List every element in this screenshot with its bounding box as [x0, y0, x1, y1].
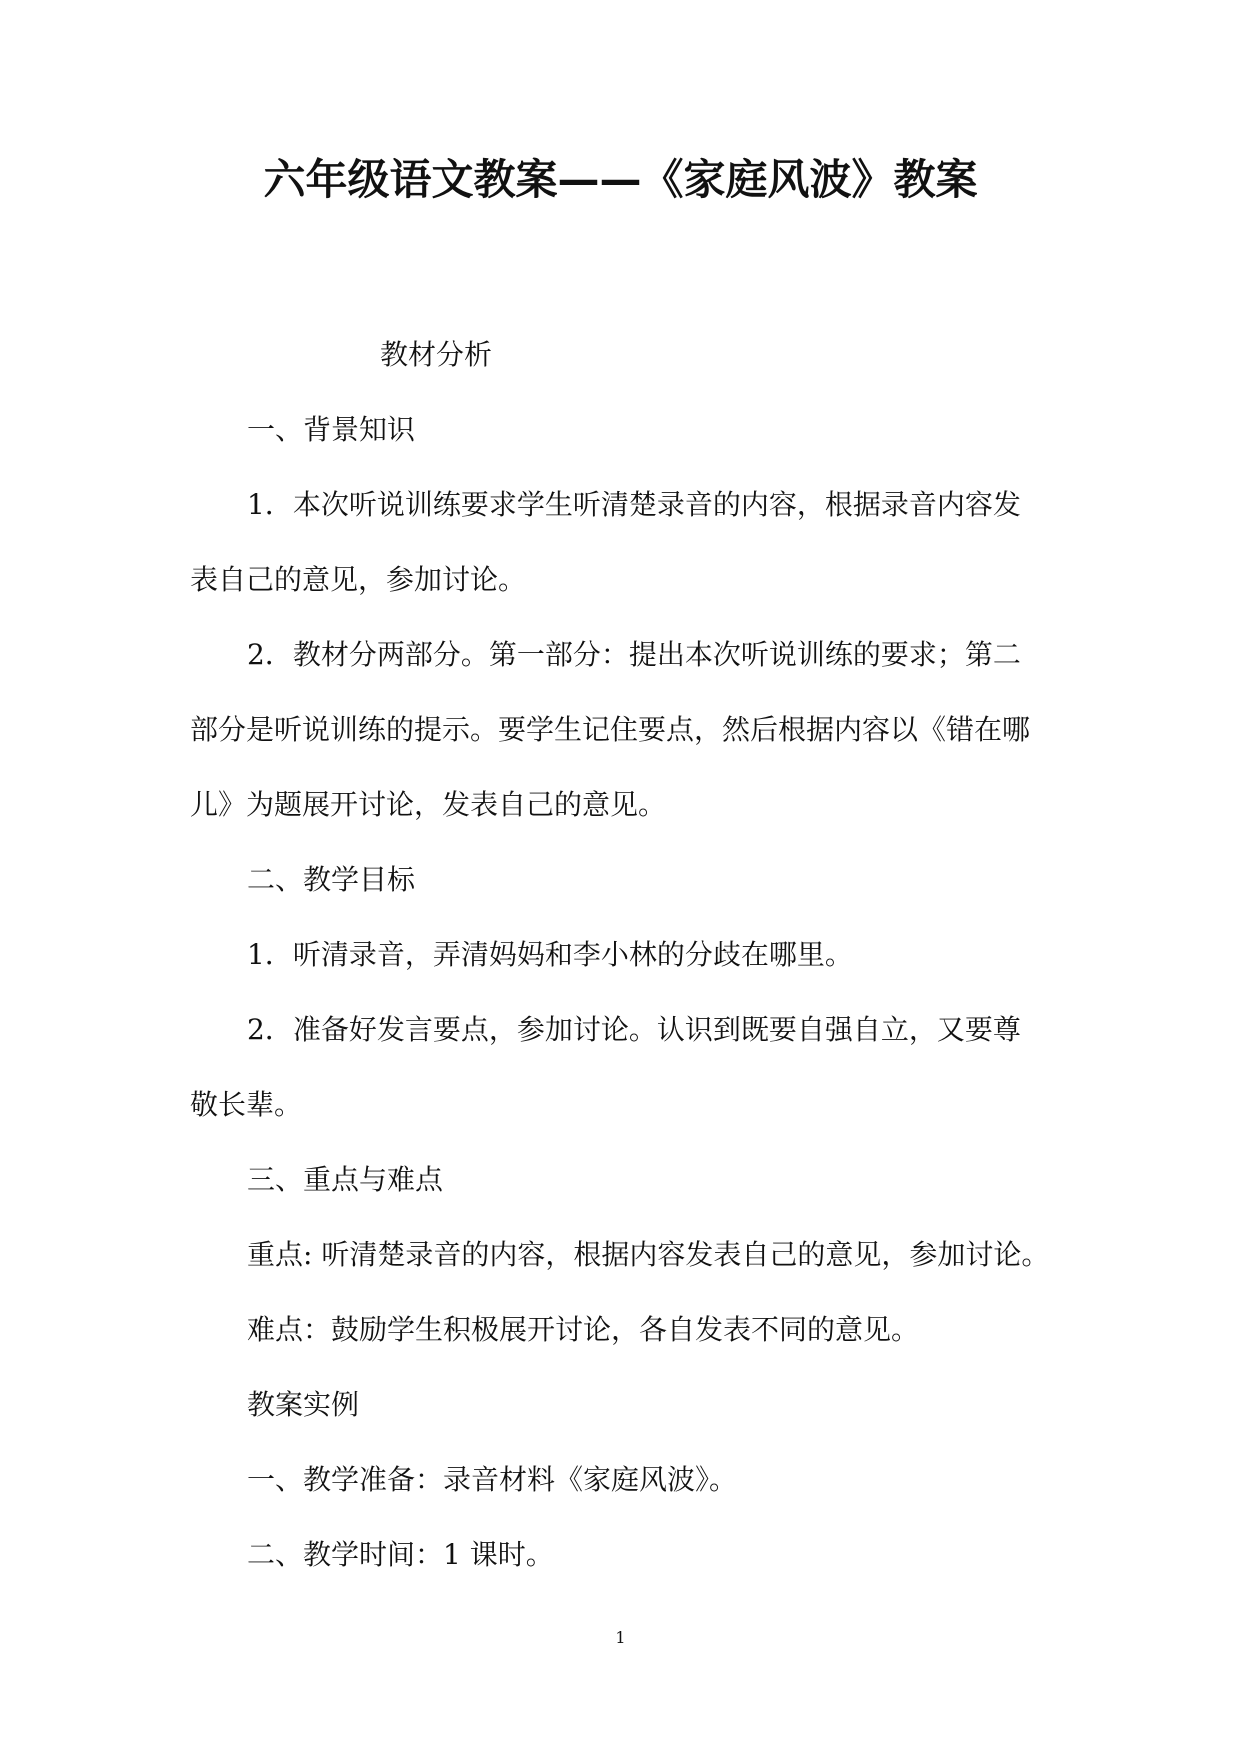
- paragraph-line: 部分是听说训练的提示。要学生记住要点，然后根据内容以《错在哪: [190, 713, 1031, 746]
- paragraph-line: 1．听清录音，弄清妈妈和李小林的分歧在哪里。: [247, 938, 853, 971]
- page-number: 1: [615, 1628, 626, 1647]
- paragraph-line: 2．教材分两部分。第一部分：提出本次听说训练的要求；第二: [247, 638, 1021, 671]
- heading-teaching-goals: 二、教学目标: [247, 863, 416, 896]
- paragraph-line: 敬长辈。: [190, 1088, 303, 1121]
- paragraph-line: 重点: 听清楚录音的内容，根据内容发表自己的意见，参加讨论。: [247, 1238, 1050, 1271]
- section-heading-material-analysis: 教材分析: [380, 338, 493, 371]
- paragraph-line: 表自己的意见，参加讨论。: [190, 563, 527, 596]
- paragraph-line: 难点：鼓励学生积极展开讨论，各自发表不同的意见。: [247, 1313, 920, 1346]
- heading-key-and-difficult-points: 三、重点与难点: [247, 1163, 444, 1196]
- heading-lesson-example: 教案实例: [247, 1388, 360, 1421]
- paragraph-line: 2．准备好发言要点，参加讨论。认识到既要自强自立，又要尊: [247, 1013, 1021, 1046]
- document-title: 六年级语文教案——《家庭风波》教案: [263, 155, 978, 204]
- paragraph-line: 儿》为题展开讨论，发表自己的意见。: [190, 788, 667, 821]
- paragraph-line: 二、教学时间：1 课时。: [247, 1538, 554, 1571]
- paragraph-line: 一、教学准备：录音材料《家庭风波》。: [247, 1463, 738, 1496]
- heading-background-knowledge: 一、背景知识: [247, 413, 416, 446]
- paragraph-line: 1．本次听说训练要求学生听清楚录音的内容，根据录音内容发: [247, 488, 1021, 521]
